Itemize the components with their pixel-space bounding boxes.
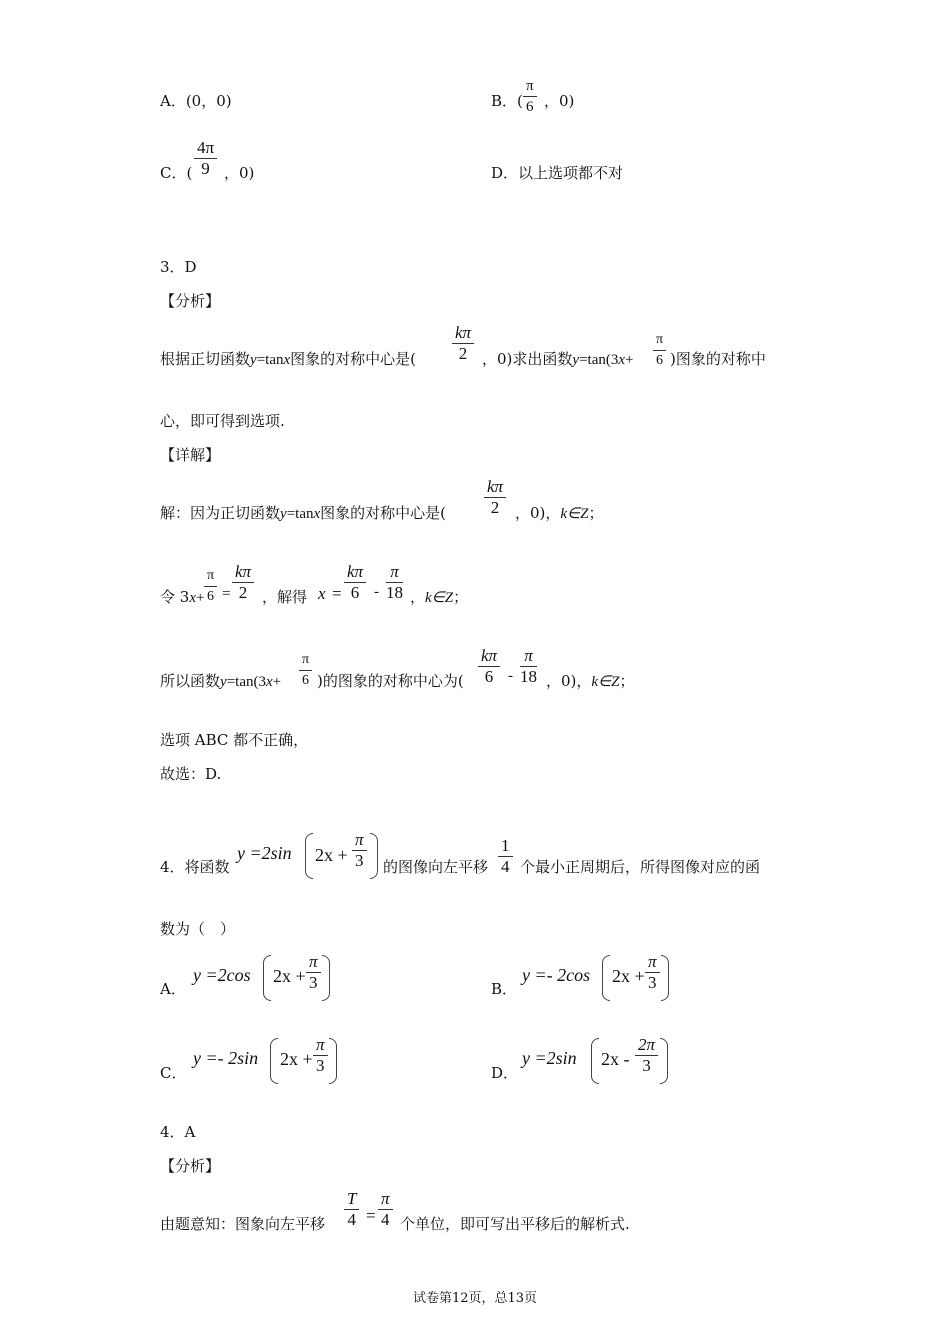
q4-func-lhs: y =2sin [237,843,292,863]
q4-option-d-label: D． [491,1064,519,1082]
q4-option-b-frac: $\frac{\pi}{3}$ [645,952,660,993]
option-c-label: C．( [160,164,193,182]
detail-l2-eq: = [222,586,231,602]
detail-l3-frac-pi-18: $\frac{\pi}{18}$ [520,646,537,686]
q3-analysis-header: 【分析】 [160,292,221,310]
q4-option-b-paren-right [661,955,669,1001]
q4-func-inner: 2x + [315,845,348,865]
option-c-fraction: $\frac{4\pi}{9}$ [194,138,217,179]
q4-option-a-inner: 2x + [273,966,306,986]
option-b-fraction: $\frac{\pi}{6}$ [523,76,537,117]
option-b-label: B．( [491,92,523,110]
q4-option-b-label: B． [491,980,518,998]
q3-detail-line3-a: 所以函数y=tan(3x+ [160,672,282,690]
detail-l3-frac-kpi-6: $\frac{k\pi}{6}$ [478,646,500,687]
q4-option-b-lhs: y =- 2cos [522,965,591,985]
q3-detail-line2-a: 令 3x+ [160,588,205,606]
q4-option-d-frac: $\frac{2\pi}{3}$ [635,1035,658,1076]
q4-eq: = [366,1206,376,1225]
option-d: D．以上选项都不对 [491,164,624,182]
q3-detail-line2-b: ，解得 [262,588,308,606]
q4-option-d-paren-right [660,1038,668,1084]
q4-stem-b: 的图像向左平移 [383,858,489,876]
q4-option-c-inner: 2x + [280,1049,313,1069]
detail-l2-minus: - [374,584,379,600]
q3-analysis-line2: 心，即可得到选项. [160,412,285,430]
q4-option-b-paren-left [602,955,610,1001]
q3-answer: 3．D [160,258,197,276]
q3-detail-header: 【详解】 [160,446,221,464]
q3-detail-line5: 故选：D. [160,765,222,783]
q4-frac-pi-4: $\frac{\pi}{4}$ [378,1189,393,1230]
q4-paren-right [370,833,378,879]
q4-option-c-paren-right [329,1038,337,1084]
detail-l2-frac-pi-18: $\frac{\pi}{18}$ [386,562,403,602]
detail-l2-x: x [318,584,326,603]
q4-option-a-paren-left [263,955,271,1001]
q4-option-a-paren-right [322,955,330,1001]
q4-stem-c: 个最小正周期后，所得图像对应的函 [520,858,761,876]
detail-l3-minus: - [508,668,513,684]
q4-stem-a: 4．将函数 [160,858,230,876]
q3-analysis-line1-c: )图象的对称中 [670,350,766,368]
q4-analysis-header: 【分析】 [160,1157,221,1175]
detail-l3-frac-pi-6: $\frac{\pi}{6}$ [299,650,312,691]
q4-option-c-frac: $\frac{\pi}{3}$ [313,1035,328,1076]
frac-kpi-over-2: $\frac{k\pi}{2}$ [452,323,474,364]
q4-option-c-label: C． [160,1064,187,1082]
q4-paren-left [305,833,313,879]
option-a: A．(0，0) [160,92,232,110]
q4-option-b-inner: 2x + [612,966,645,986]
q3-analysis-line1-a: 根据正切函数y=tanx图象的对称中心是( [160,350,417,368]
q4-option-d-inner: 2x - [601,1049,630,1069]
q3-detail-line1-b: ，0)，k∈Z； [515,504,604,522]
q4-option-a-lhs: y =2cos [193,965,251,985]
q4-answer: 4．A [160,1123,196,1141]
page-footer: 试卷第12页，总13页 [412,1291,538,1306]
detail-l2-frac-kpi-2: $\frac{k\pi}{2}$ [232,562,254,603]
q4-analysis-a: 由题意知：图象向左平移 [160,1215,326,1233]
q3-detail-line4: 选项 ABC 都不正确， [160,731,309,749]
q3-analysis-line1-b: ，0)求出函数y=tan(3x+ [482,350,634,368]
q4-frac-T-4: $\frac{T}{4}$ [344,1189,359,1230]
q4-frac-pi-3: $\frac{\pi}{3}$ [352,830,367,871]
q4-option-a-frac: $\frac{\pi}{3}$ [306,952,321,993]
detail-l2-eq2: = [332,584,342,603]
q4-option-c-lhs: y =- 2sin [193,1048,259,1068]
q3-detail-line2-c: ，k∈Z； [410,588,469,606]
detail-l2-frac-pi-6: $\frac{\pi}{6}$ [204,566,217,607]
detail-l2-frac-kpi-6: $\frac{k\pi}{6}$ [344,562,366,603]
option-b-tail: ，0) [544,92,575,110]
q3-detail-line3-b: )的图象的对称中心为( [317,672,464,690]
q4-frac-1-4: $\frac{1}{4}$ [498,836,513,877]
q4-option-a-label: A． [160,980,186,998]
q4-option-d-paren-left [591,1038,599,1084]
frac-pi-over-6: $\frac{\pi}{6}$ [653,330,666,371]
detail-frac-kpi-over-2: $\frac{k\pi}{2}$ [484,477,506,518]
q4-analysis-b: 个单位，即可写出平移后的解析式. [400,1215,630,1233]
option-c-tail: ，0) [224,164,255,182]
q3-detail-line3-c: ，0)，k∈Z； [546,672,635,690]
q4-stem-line2: 数为（ ） [160,920,236,938]
q4-option-c-paren-left [270,1038,278,1084]
q4-option-d-lhs: y =2sin [522,1048,577,1068]
q3-detail-line1-a: 解：因为正切函数y=tanx图象的对称中心是( [160,504,447,522]
